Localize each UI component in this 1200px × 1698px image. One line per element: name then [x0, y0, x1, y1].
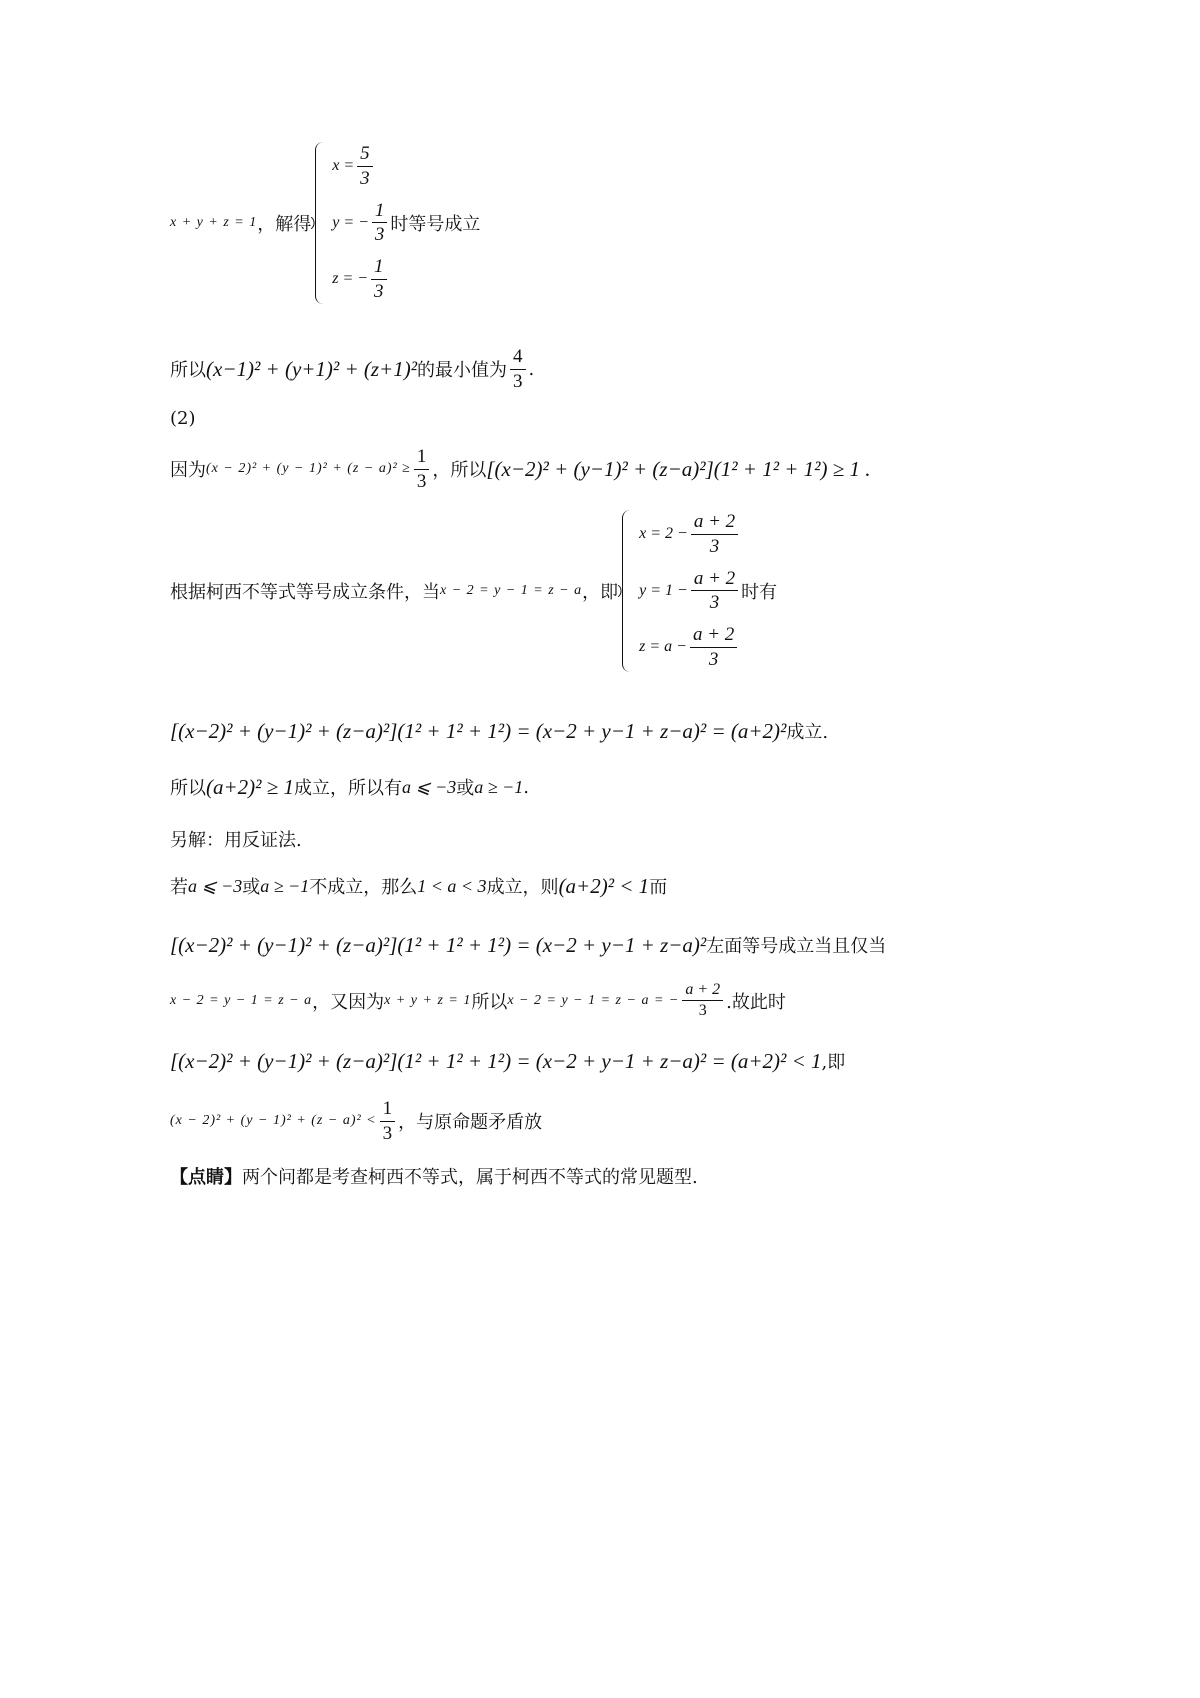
math: a ⩽ −3 [188, 875, 243, 896]
math: [(x−2)² + (y−1)² + (z−a)²](1² + 1² + 1²) ≥ 1 . [486, 456, 871, 481]
comment-tag: 【点睛】 [170, 1167, 242, 1188]
math: 1 < a < 3 [417, 875, 487, 896]
line-contradiction-assume [170, 873, 667, 899]
denominator: 3 [708, 648, 719, 670]
math: (a+2)² ≥ 1 [206, 774, 294, 799]
text: ，解得 [257, 213, 312, 235]
text: (2) [170, 408, 196, 429]
math: x − 2 = y − 1 = z − a [440, 582, 583, 598]
text: 成立，则 [486, 877, 559, 898]
math: (x−1)² + (y+1)² + (z+1)² [206, 356, 418, 381]
text: 成立. [786, 722, 829, 743]
text: 时等号成立 [390, 213, 481, 235]
text: 两个问都是考查柯西不等式，属于柯西不等式的常见题型. [242, 1167, 698, 1188]
math: x + y + z = 1 [384, 992, 472, 1008]
text: . [528, 358, 535, 380]
math: x = 2 − [639, 525, 688, 543]
math: y = − [332, 213, 369, 231]
math: x = [332, 157, 355, 175]
numerator: 4 [510, 345, 526, 370]
text: 或 [242, 877, 261, 898]
denominator: 3 [709, 592, 720, 614]
denominator: 3 [374, 224, 385, 246]
text: 另解：用反证法. [170, 830, 302, 851]
math: [(x−2)² + (y−1)² + (z−a)²](1² + 1² + 1²) = (x−2 + y−1 + z−a)² [170, 932, 707, 957]
denominator: 3 [698, 1002, 707, 1019]
math: z = − [332, 270, 369, 288]
text: 而 [649, 877, 668, 898]
text: 或 [456, 778, 475, 799]
numerator: 1 [414, 445, 430, 470]
math: x + y + z = 1 [170, 214, 258, 230]
math: z = a − [639, 638, 687, 656]
text: 不成立，那么 [309, 877, 418, 898]
line-equality [170, 718, 828, 744]
line-conclusion [170, 774, 529, 800]
equation-system [315, 142, 480, 304]
denominator: 3 [360, 167, 370, 189]
equation-system [622, 510, 777, 672]
math: (x − 2)² + (y − 1)² + (z − a)² ≥ [206, 461, 411, 477]
numerator: 1 [380, 1097, 396, 1122]
numerator: 5 [357, 142, 373, 167]
numerator: 1 [372, 199, 388, 224]
text: . [523, 776, 529, 798]
text: 成立，所以有 [293, 778, 402, 799]
math: x − 2 = y − 1 = z − a = − [507, 992, 680, 1008]
text: 时有 [741, 581, 778, 603]
text: ，即 [582, 581, 619, 603]
denominator: 3 [709, 535, 720, 557]
text: 所以 [170, 778, 206, 799]
denominator: 3 [416, 470, 427, 492]
line-because [170, 445, 870, 494]
text: 所以 [471, 991, 508, 1013]
text: ，又因为 [312, 991, 385, 1013]
line-cauchy-condition [170, 510, 781, 672]
denominator: 3 [382, 1122, 393, 1144]
math: y = 1 − [639, 581, 688, 599]
line-less-than-one [170, 1048, 845, 1074]
text: ,即 [821, 1052, 846, 1073]
text: 若 [170, 877, 188, 898]
numerator: a + 2 [691, 510, 738, 535]
math: [(x−2)² + (y−1)² + (z−a)²](1² + 1² + 1²) = (x−2 + y−1 + z−a)² = (a+2)² [170, 718, 787, 743]
text: 左面等号成立当且仅当 [706, 936, 887, 957]
line-solve-system [170, 142, 484, 304]
text: 的最小值为 [417, 360, 508, 382]
line-min-value [170, 345, 534, 394]
text: 所以 [170, 360, 206, 382]
denominator: 3 [374, 280, 384, 302]
math: (x − 2)² + (y − 1)² + (z − a)² < [170, 1113, 377, 1129]
numerator: a + 2 [682, 980, 723, 1001]
numerator: a + 2 [690, 623, 737, 648]
numerator: a + 2 [691, 567, 738, 592]
brace [622, 510, 633, 672]
math: a ⩽ −3 [401, 776, 457, 797]
line-alt-solution [170, 826, 302, 852]
text: .故此时 [726, 991, 786, 1013]
numerator: 1 [371, 255, 387, 280]
math: [(x−2)² + (y−1)² + (z−a)²](1² + 1² + 1²) = (x−2 + y−1 + z−a)² = (a+2)² < 1 [170, 1048, 822, 1073]
text: 根据柯西不等式等号成立条件，当 [170, 581, 440, 603]
text: ，与原命题矛盾放 [398, 1112, 543, 1134]
part-2-label [170, 408, 196, 429]
line-contradiction [170, 1097, 542, 1146]
line-cauchy-left [170, 932, 886, 958]
text: ，所以 [432, 460, 487, 482]
brace [315, 142, 326, 304]
math: x − 2 = y − 1 = z − a [170, 992, 313, 1008]
math: (a+2)² < 1 [558, 873, 650, 898]
line-also-because [170, 980, 786, 1021]
denominator: 3 [513, 370, 523, 392]
math: a ≥ −1 [260, 875, 310, 896]
line-comment [170, 1163, 698, 1189]
text: 因为 [170, 460, 206, 482]
math: a ≥ −1 [474, 776, 524, 797]
